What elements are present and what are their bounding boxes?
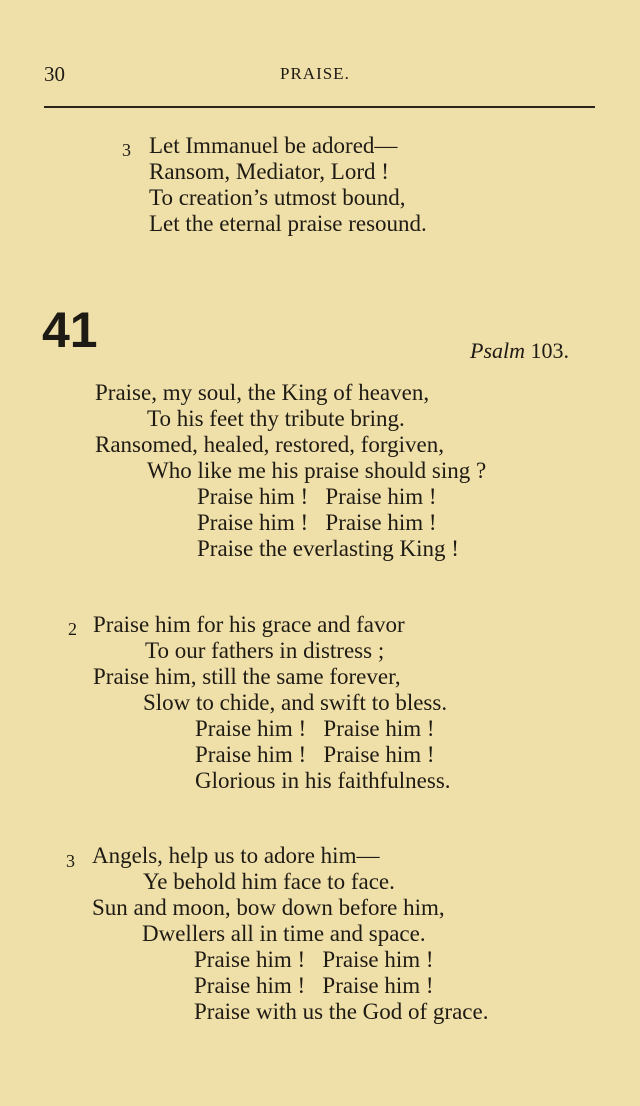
refrain-line: Praise him ! Praise him !: [197, 510, 437, 535]
page-number: 30: [44, 62, 65, 86]
verse-line: Sun and moon, bow down before him,: [92, 895, 445, 920]
verse-line: Praise, my soul, the King of heaven,: [95, 380, 430, 405]
verse-line: To his feet thy tribute bring.: [147, 406, 405, 431]
verse-line: Let Immanuel be adored—: [149, 133, 398, 158]
verse-line: To creation’s utmost bound,: [149, 185, 406, 210]
source-ref: 103.: [530, 338, 569, 363]
stanza-number: 2: [68, 619, 77, 639]
verse-line: Dwellers all in time and space.: [142, 921, 426, 946]
refrain-line: Praise him ! Praise him !: [194, 947, 434, 972]
source-book: Psalm: [470, 338, 525, 363]
verse-line: To our fathers in distress ;: [145, 638, 385, 663]
verse-line: Ye behold him face to face.: [143, 869, 395, 894]
refrain-line: Praise him ! Praise him !: [197, 484, 437, 509]
refrain-line: Glorious in his faithfulness.: [195, 768, 451, 793]
stanza-number: 3: [122, 140, 131, 160]
page-header: [0, 62, 640, 92]
stanza-number: 3: [66, 851, 75, 871]
refrain-line: Praise him ! Praise him !: [195, 742, 435, 767]
verse-line: Praise him, still the same forever,: [93, 664, 401, 689]
refrain-line: Praise with us the God of grace.: [194, 999, 489, 1024]
refrain-line: Praise him ! Praise him !: [194, 973, 434, 998]
header-rule: [44, 106, 595, 108]
hymn-number: 41: [42, 302, 98, 358]
hymn-source: [470, 338, 569, 364]
verse-line: Ransomed, healed, restored, forgiven,: [95, 432, 444, 457]
verse-line: Who like me his praise should sing ?: [147, 458, 487, 483]
refrain-line: Praise him ! Praise him !: [195, 716, 435, 741]
running-head: PRAISE.: [280, 64, 350, 83]
verse-line: Slow to chide, and swift to bless.: [143, 690, 448, 715]
refrain-line: Praise the everlasting King !: [197, 536, 459, 561]
verse-line: Angels, help us to adore him—: [92, 843, 380, 868]
verse-line: Ransom, Mediator, Lord !: [149, 159, 389, 184]
verse-line: Let the eternal praise resound.: [149, 211, 427, 236]
verse-line: Praise him for his grace and favor: [93, 612, 405, 637]
